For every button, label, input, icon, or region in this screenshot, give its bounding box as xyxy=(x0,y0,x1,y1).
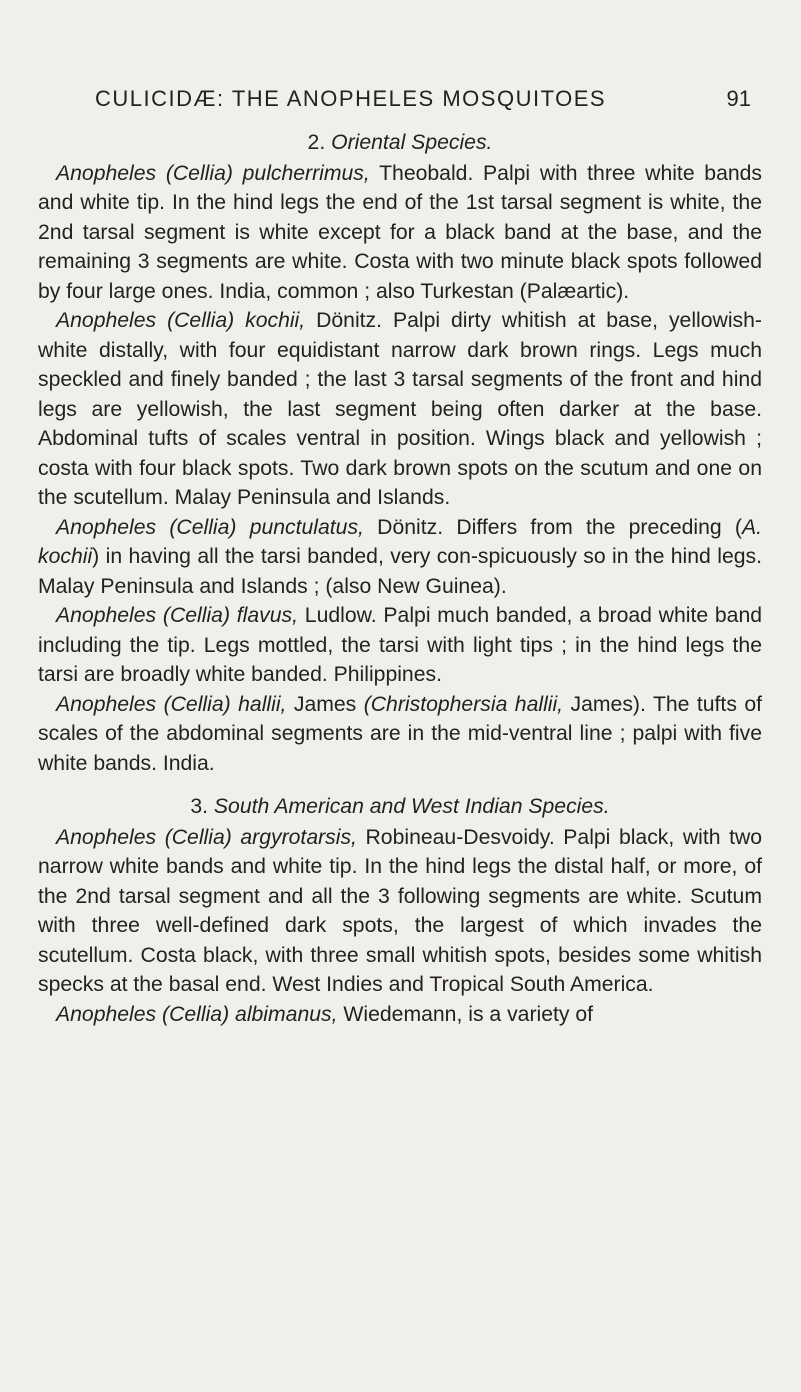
page-number: 91 xyxy=(726,86,751,111)
species-entry-albimanus: Anopheles (Cellia) albimanus, Wiedemann, is a variety of xyxy=(56,1002,594,1026)
species-entry-argyrotarsis: Anopheles (Cellia) argyrotarsis, Robineau-Desvoidy. Palpi black, with two narrow white bands and white tip. In the hind legs the distal half, or more, of the 2nd tarsal segment and all the 3 following segments are white. Scutum with three well-defined dark spots, the largest of which invades the scutellum. Costa black, with three small whitish spots, besides some whitish specks at the basal end. West Indies and Tropical South America. xyxy=(38,825,763,996)
section-heading-south-american: 3. South American and West Indian Species. xyxy=(190,795,610,818)
species-entry-flavus: Anopheles (Cellia) flavus, Ludlow. Palpi much banded, a broad white band including the tip. Legs mottled, the tarsi with light tips ; in the hind legs the tarsi are broadly white banded. Philippines. xyxy=(38,604,763,686)
species-entry-pulcherrimus: Anopheles (Cellia) pulcherrimus, Theobald. Palpi with three white bands and white tip. In the hind legs the end of the 1st tarsal segment is white, the 2nd tarsal segment is white except for a black band at the base, and the remaining 3 segments are white. Costa with two minute black spots followed by four large ones. India, common ; also Turkestan (Palæartic). xyxy=(38,161,763,303)
species-entry-kochii: Anopheles (Cellia) kochii, Dönitz. Palpi dirty whitish at base, yellowish-white distally, with four equidistant narrow dark brown rings. Legs much speckled and finely banded ; the last 3 tarsal segments of the front and hind legs are yellowish, the last segment being often darker at the base. Abdominal tufts of scales ventral in position. Wings black and yellowish ; costa with four black spots. Two dark brown spots on the scutum and one on the scutellum. Malay Peninsula and Islands. xyxy=(38,309,762,509)
page-body xyxy=(38,128,762,1029)
page-header xyxy=(95,86,761,120)
section-heading-oriental: 2. Oriental Species. xyxy=(307,131,493,154)
running-title: CULICIDÆ: THE ANOPHELES MOSQUITOES xyxy=(95,86,607,111)
species-entry-punctulatus: Anopheles (Cellia) punctulatus, Dönitz. Differs from the preceding (A. kochii) in having all the tarsi banded, very con-spicuously so in the hind legs. Malay Peninsula and Islands ; (also New Guinea). xyxy=(38,515,762,598)
species-entry-hallii: Anopheles (Cellia) hallii, James (Christophersia hallii, James). The tufts of scales of the abdominal segments are in the mid-ventral line ; palpi with five white bands. India. xyxy=(38,692,763,775)
